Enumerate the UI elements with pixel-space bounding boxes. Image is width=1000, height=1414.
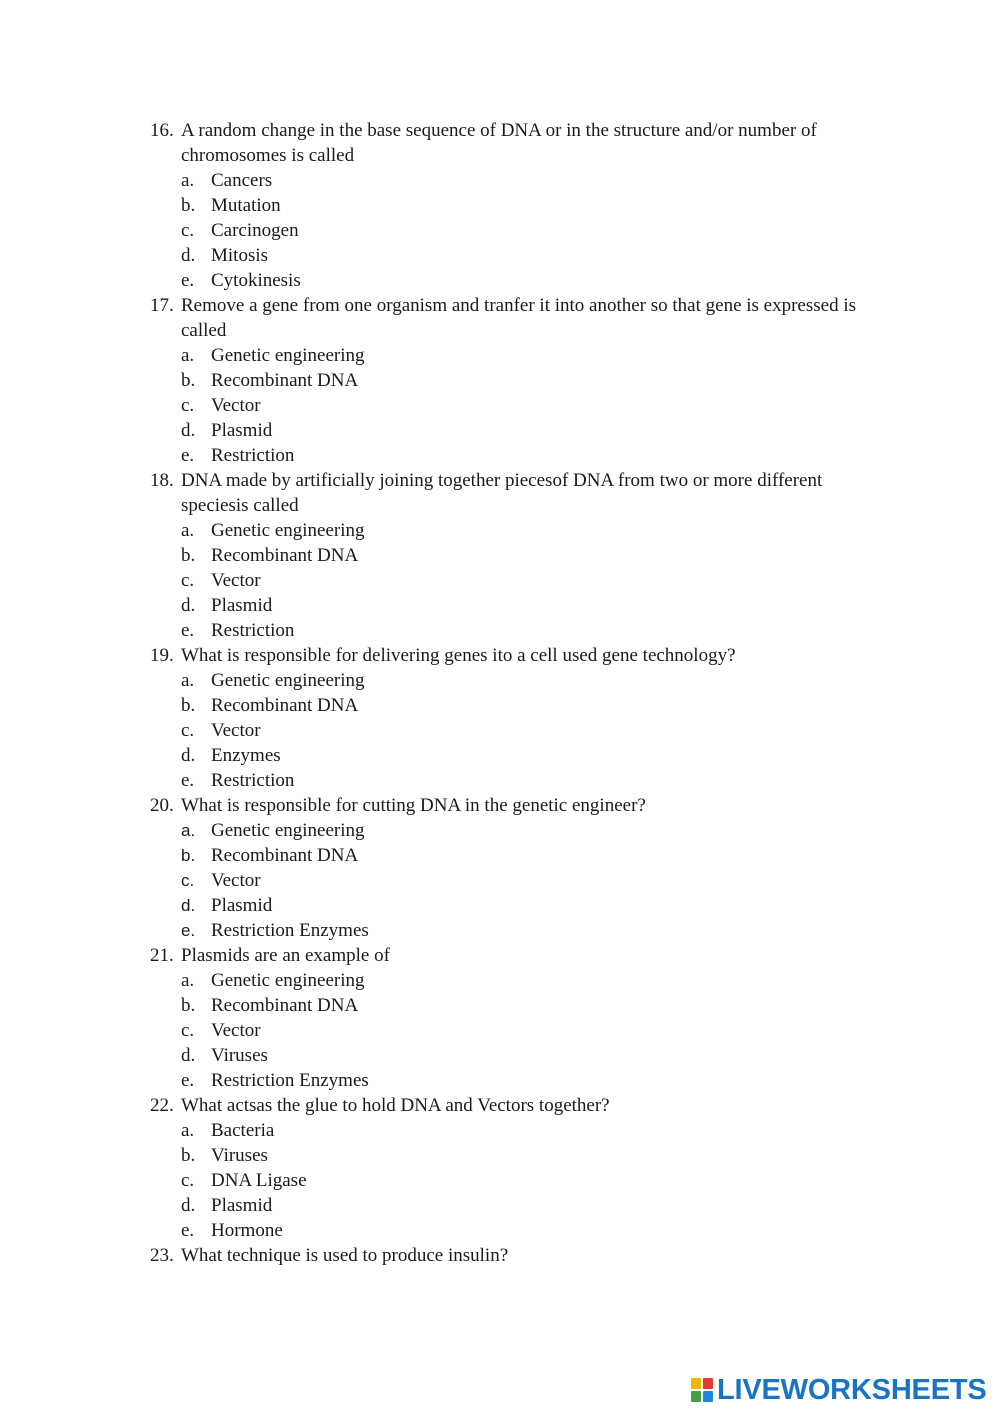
option-letter: d. (181, 745, 196, 766)
question-number: 17. (150, 295, 174, 316)
question-17 (150, 293, 880, 468)
option-e[interactable] (181, 268, 880, 293)
option-letter: a. (181, 170, 195, 191)
option-letter: b. (181, 695, 196, 716)
option-e[interactable] (181, 1218, 880, 1243)
option-letter: b. (181, 195, 196, 216)
question-text: What technique is used to produce insulin? (181, 1245, 509, 1266)
liveworksheets-logo-icon (691, 1378, 713, 1402)
option-letter: e. (181, 770, 195, 791)
option-text: Plasmid (211, 420, 273, 441)
option-text: Plasmid (211, 895, 273, 916)
option-text: Mitosis (211, 245, 269, 266)
option-letter: c. (181, 871, 195, 890)
option-d[interactable] (181, 1193, 880, 1218)
question-number: 18. (150, 470, 174, 491)
question-text: A random change in the base sequence of DNA or in the structure and/or number of chromosomes is called (181, 120, 817, 166)
option-letter: e. (181, 620, 195, 641)
option-letter: e. (181, 270, 195, 291)
option-d[interactable] (181, 593, 880, 618)
option-a[interactable] (181, 518, 880, 543)
option-letter: e. (181, 445, 195, 466)
question-text: DNA made by artificially joining together piecesof DNA from two or more different speciesis called (181, 470, 823, 516)
option-letter: d. (181, 1195, 196, 1216)
option-letter: d. (181, 245, 196, 266)
option-e[interactable] (181, 618, 880, 643)
option-list (181, 343, 880, 468)
option-list (181, 168, 880, 293)
option-list (181, 668, 880, 793)
option-text: Genetic engineering (211, 970, 365, 991)
question-text: Remove a gene from one organism and tranfer it into another so that gene is expressed is called (181, 295, 857, 341)
option-text: Recombinant DNA (211, 695, 359, 716)
option-letter: b. (181, 846, 196, 865)
option-d[interactable] (181, 243, 880, 268)
option-b[interactable] (181, 993, 880, 1018)
question-text: What actsas the glue to hold DNA and Vectors together? (181, 1095, 610, 1116)
option-c[interactable] (181, 568, 880, 593)
option-text: Hormone (211, 1220, 283, 1241)
option-text: Restriction (211, 620, 295, 641)
option-text: Carcinogen (211, 220, 299, 241)
option-letter: d. (181, 896, 196, 915)
option-letter: a. (181, 520, 195, 541)
option-letter: e. (181, 1220, 195, 1241)
option-a[interactable] (181, 968, 880, 993)
option-c[interactable] (181, 718, 880, 743)
option-letter: a. (181, 345, 195, 366)
option-letter: b. (181, 995, 196, 1016)
option-a[interactable] (181, 343, 880, 368)
option-letter: b. (181, 370, 196, 391)
option-text: Restriction Enzymes (211, 1070, 369, 1091)
option-text: Vector (211, 720, 261, 741)
option-letter: e. (181, 921, 196, 940)
option-text: Viruses (211, 1045, 268, 1066)
question-16 (150, 118, 880, 293)
option-text: Viruses (211, 1145, 268, 1166)
option-a[interactable] (181, 168, 880, 193)
option-text: Genetic engineering (211, 670, 365, 691)
option-text: Cancers (211, 170, 273, 191)
question-23 (150, 1243, 880, 1268)
option-letter: c. (181, 1170, 195, 1191)
question-18 (150, 468, 880, 643)
logo-mark-square (691, 1378, 701, 1389)
option-text: Cytokinesis (211, 270, 301, 291)
option-d[interactable] (181, 1043, 880, 1068)
option-d[interactable] (181, 743, 880, 768)
logo-mark-square (691, 1391, 701, 1402)
option-letter: a. (181, 1120, 195, 1141)
option-text: Restriction (211, 770, 295, 791)
option-text: Genetic engineering (211, 820, 365, 841)
option-list (181, 968, 880, 1093)
option-letter: b. (181, 1145, 196, 1166)
option-letter: c. (181, 570, 195, 591)
option-b[interactable] (181, 543, 880, 568)
option-text: Genetic engineering (211, 345, 365, 366)
option-c[interactable] (181, 1018, 880, 1043)
option-a[interactable] (181, 668, 880, 693)
option-list (181, 518, 880, 643)
option-e[interactable] (181, 1068, 880, 1093)
question-text: Plasmids are an example of (181, 945, 390, 966)
option-e[interactable] (181, 768, 880, 793)
option-letter: a. (181, 821, 196, 840)
logo-mark-square (703, 1391, 713, 1402)
option-c[interactable] (181, 868, 880, 893)
option-letter: c. (181, 395, 195, 416)
question-22 (150, 1093, 880, 1243)
question-21 (150, 943, 880, 1093)
question-number: 21. (150, 945, 174, 966)
question-19 (150, 643, 880, 793)
option-e[interactable] (181, 443, 880, 468)
option-b[interactable] (181, 368, 880, 393)
option-text: Recombinant DNA (211, 845, 359, 866)
question-20 (150, 793, 880, 943)
option-text: DNA Ligase (211, 1170, 307, 1191)
question-number: 20. (150, 795, 174, 816)
logo-text: LIVEWORKSHEETS (717, 1373, 987, 1406)
option-letter: d. (181, 420, 196, 441)
option-letter: b. (181, 545, 196, 566)
option-a[interactable] (181, 818, 880, 843)
option-text: Restriction Enzymes (211, 920, 369, 941)
option-list (181, 1118, 880, 1243)
option-letter: c. (181, 720, 195, 741)
option-text: Vector (211, 395, 261, 416)
question-number: 19. (150, 645, 174, 666)
question-text: What is responsible for delivering genes ito a cell used gene technology? (181, 645, 736, 666)
option-letter: a. (181, 670, 195, 691)
option-b[interactable] (181, 693, 880, 718)
option-b[interactable] (181, 1143, 880, 1168)
option-text: Restriction (211, 445, 295, 466)
option-text: Vector (211, 1020, 261, 1041)
option-c[interactable] (181, 393, 880, 418)
option-e[interactable] (181, 918, 880, 943)
question-text: What is responsible for cutting DNA in the genetic engineer? (181, 795, 646, 816)
option-text: Plasmid (211, 595, 273, 616)
option-text: Recombinant DNA (211, 995, 359, 1016)
option-list (181, 818, 880, 943)
question-number: 23. (150, 1245, 174, 1266)
option-text: Vector (211, 570, 261, 591)
option-letter: c. (181, 1020, 195, 1041)
option-text: Bacteria (211, 1120, 275, 1141)
logo-mark-square (703, 1378, 713, 1389)
option-a[interactable] (181, 1118, 880, 1143)
option-letter: c. (181, 220, 195, 241)
option-letter: a. (181, 970, 195, 991)
option-text: Vector (211, 870, 261, 891)
option-letter: e. (181, 1070, 195, 1091)
option-text: Plasmid (211, 1195, 273, 1216)
question-number: 22. (150, 1095, 174, 1116)
option-text: Mutation (211, 195, 281, 216)
option-text: Recombinant DNA (211, 545, 359, 566)
option-letter: d. (181, 1045, 196, 1066)
option-c[interactable] (181, 1168, 880, 1193)
option-b[interactable] (181, 843, 880, 868)
option-b[interactable] (181, 193, 880, 218)
option-text: Enzymes (211, 745, 281, 766)
option-text: Recombinant DNA (211, 370, 359, 391)
option-letter: d. (181, 595, 196, 616)
liveworksheets-logo (691, 1374, 987, 1406)
option-text: Genetic engineering (211, 520, 365, 541)
option-d[interactable] (181, 893, 880, 918)
question-number: 16. (150, 120, 174, 141)
option-d[interactable] (181, 418, 880, 443)
option-c[interactable] (181, 218, 880, 243)
worksheet (150, 118, 880, 1268)
